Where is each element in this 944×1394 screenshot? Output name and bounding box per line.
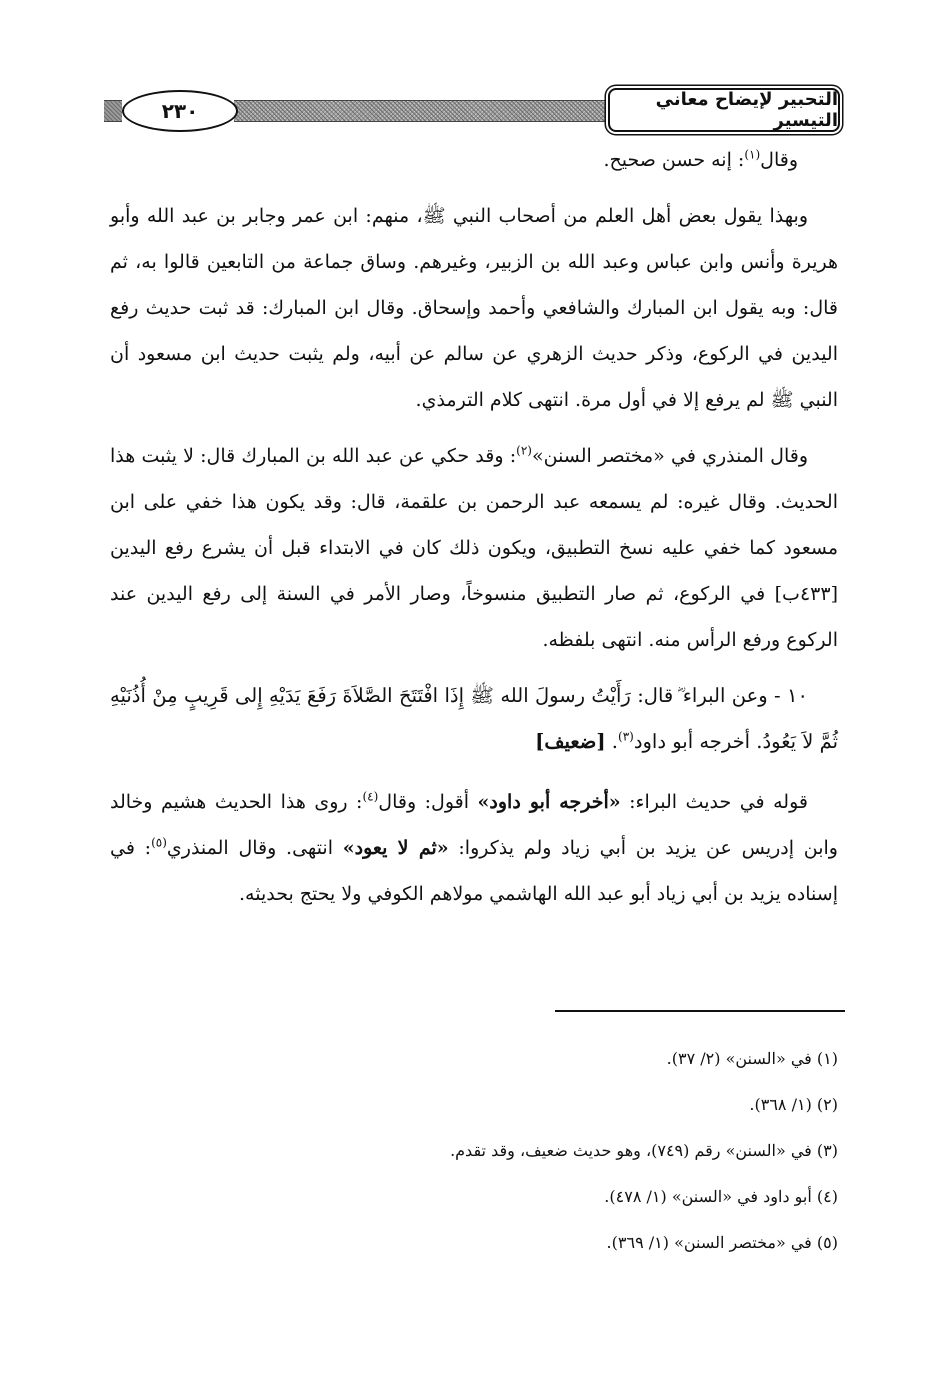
header-ornament-band — [234, 100, 618, 122]
footnotes — [110, 1036, 838, 1266]
footnote-ref: (١) — [744, 147, 761, 162]
footnote: (٣) في «السنن» رقم (٧٤٩)، وهو حديث ضعيف، وقد تقدم. — [450, 1141, 838, 1160]
footnote-ref: (٣) — [618, 729, 634, 744]
text-run: انتهى. وقال المنذري — [166, 837, 343, 859]
footnote: (٢) (١/ ٣٦٨). — [749, 1095, 838, 1114]
footnote: (٤) أبو داود في «السنن» (١/ ٤٧٨). — [604, 1187, 838, 1206]
paragraph — [110, 137, 838, 183]
text-run: أقول: وقال — [378, 791, 478, 813]
text-run: : روى هذا الحديث هشيم وخالد وابن إدريس عن يزيد بن أبي زياد ولم يذكروا: — [110, 791, 838, 859]
text-run: . — [605, 730, 618, 753]
main-text — [110, 137, 838, 927]
hadith-text: ١٠ - وعن البراء ؓ قال: رَأَيْتُ رسولَ الله ﷺ إِذَا افْتَتَحَ الصَّلاَةَ رَفَعَ يَدَيْهِ إِلى قَرِيبٍ مِنْ أُذُنَيْهِ ثُمَّ لاَ يَعُودُ. أخرجه أبو داود — [110, 684, 838, 753]
hadith-grade: [ضعيف] — [535, 730, 606, 753]
footnote-ref: (٢) — [516, 443, 532, 458]
text-run: قوله في حديث البراء: — [620, 791, 808, 813]
book-title: التحبير لإيضاح معاني التيسير — [608, 88, 840, 132]
footnote-ref: (٥) — [151, 835, 167, 850]
text-run: : إنه حسن صحيح. — [603, 149, 745, 171]
paragraph: وبهذا يقول بعض أهل العلم من أصحاب النبي ﷺ، منهم: ابن عمر وجابر بن عبد الله وأبو هريرة وأنس وابن عباس وعبد الله بن الزبير، وغيرهم. وساق جماعة من التابعين قالوا به، ثم قال: وبه يقول ابن المبارك والشافعي وأحمد وإسحاق. وقال ابن المبارك: قد ثبت حديث رفع اليدين في الركوع، وذكر حديث الزهري عن سالم عن أبيه، ولم يثبت حديث ابن مسعود أن النبي ﷺ لم يرفع إلا في أول مرة. انتهى كلام الترمذي. — [110, 205, 838, 411]
text-run: وقال — [760, 149, 798, 171]
paragraph — [110, 433, 838, 663]
text-run: : وقد حكي عن عبد الله بن المبارك قال: لا يثبت هذا الحديث. وقال غيره: لم يسمعه عبد الرحمن بن علقمة، قال: وقد يكون هذا خفي على ابن مسعود كما خفي عليه نسخ التطبيق، ويكون ذلك كان في الابتداء قبل أن يشرع رفع اليدين [٤٣٣ب] في الركوع، ثم صار التطبيق منسوخاً، وصار الأمر في السنة إلى رفع اليدين عند الركوع ورفع الرأس منه. انتهى بلفظه. — [110, 445, 838, 651]
text-run: : في إسناده يزيد بن أبي زياد أبو عبد الله الهاشمي مولاهم الكوفي ولا يحتج بحديثه. — [110, 837, 838, 905]
page-number: ٢٣٠ — [122, 90, 238, 132]
running-header — [104, 88, 840, 142]
footnote: (٥) في «مختصر السنن» (١/ ٣٦٩). — [606, 1233, 838, 1252]
footnote: (١) في «السنن» (٢/ ٣٧). — [666, 1049, 838, 1068]
text-run: وقال المنذري في «مختصر السنن» — [531, 445, 808, 467]
commentary-paragraph — [110, 779, 838, 917]
quoted-phrase: «ثم لا يعود» — [342, 837, 449, 859]
hadith-paragraph — [110, 673, 838, 765]
footnote-ref: (٤) — [362, 789, 379, 804]
quoted-phrase: «أخرجه أبو داود» — [477, 791, 621, 813]
header-ornament-left — [104, 100, 122, 122]
footnote-divider — [555, 1010, 845, 1012]
